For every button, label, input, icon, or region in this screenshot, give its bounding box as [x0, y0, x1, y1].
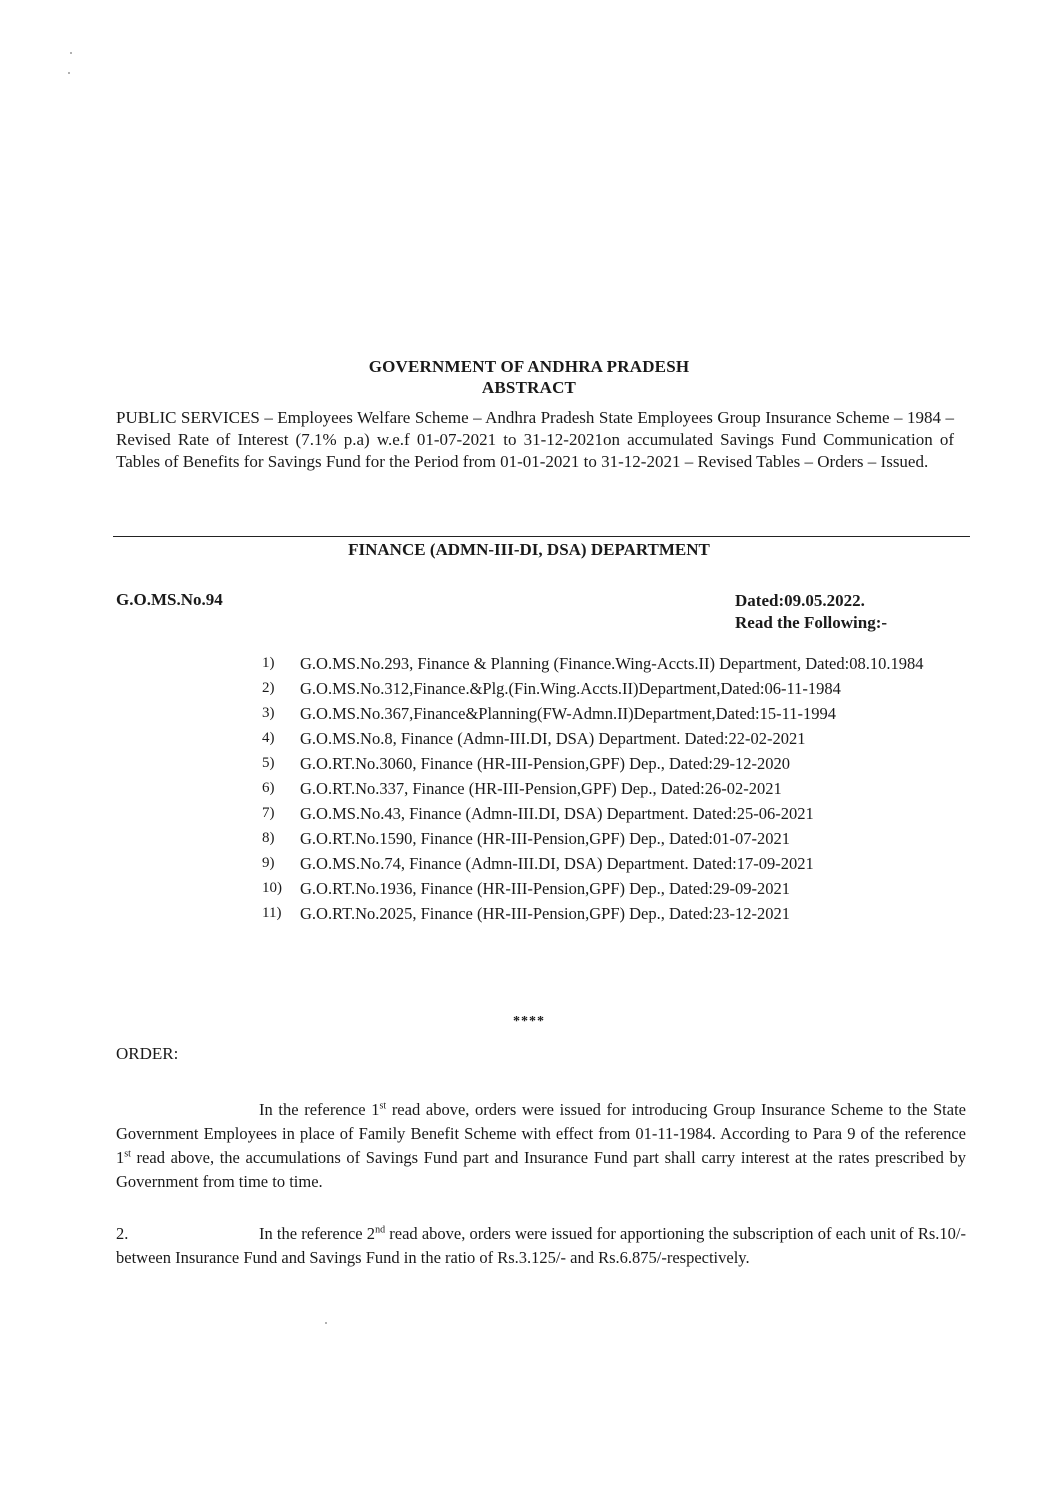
para1-sup-1: st [379, 1100, 387, 1112]
divider-line [113, 536, 970, 537]
reference-number: 7) [262, 805, 275, 821]
para1-text-a: In the reference 1 [259, 1100, 380, 1119]
reference-item [262, 653, 962, 674]
reference-item [262, 803, 962, 824]
reference-number: 6) [262, 780, 275, 796]
abstract-subject: PUBLIC SERVICES – Employees Welfare Scheme – Andhra Pradesh State Employees Group Insurance Scheme – 1984 – Revised Rate of Interest (7.1% p.a) w.e.f 01-07-2021 to 31-12-2021on accumulated Savings Fund Communication of Tables of Benefits for Savings Fund for the Period from 01-01-2021 to 31-12-2021 – Revised Tables – Orders – Issued. [116, 408, 954, 471]
reference-number: 5) [262, 755, 275, 771]
para1-text-c: read above, the accumulations of Savings Fund part and Insurance Fund part shall carry interest at the rates prescribed by Government from time to time. [116, 1148, 966, 1191]
reference-number: 3) [262, 705, 275, 721]
reference-text: G.O.MS.No.43, Finance (Admn-III.DI, DSA) Department. Dated:25-06-2021 [300, 804, 814, 823]
reference-text: G.O.MS.No.8, Finance (Admn-III.DI, DSA) Department. Dated:22-02-2021 [300, 729, 806, 748]
reference-text: G.O.MS.No.74, Finance (Admn-III.DI, DSA) Department. Dated:17-09-2021 [300, 854, 814, 873]
abstract-heading: ABSTRACT [481, 378, 577, 397]
references-list [262, 653, 962, 928]
department-heading: FINANCE (ADMN-III-DI, DSA) DEPARTMENT [348, 540, 710, 559]
reference-item [262, 778, 962, 799]
reference-text: G.O.MS.No.312,Finance.&Plg.(Fin.Wing.Accts.II)Department,Dated:06-11-1984 [300, 679, 841, 698]
go-dated-block [735, 590, 887, 634]
order-label: ORDER: [116, 1044, 179, 1063]
reference-item [262, 728, 962, 749]
para2-sup: nd [375, 1224, 386, 1236]
reference-text: G.O.RT.No.3060, Finance (HR-III-Pension,GPF) Dep., Dated:29-12-2020 [300, 754, 790, 773]
reference-item [262, 753, 962, 774]
reference-number: 8) [262, 830, 275, 846]
para1-text-b: read above, orders were issued for introducing Group Insurance Scheme to the State Government Employees in place of Family Benefit Scheme with effect from 01-11-1984. According to Para 9 of the reference 1 [116, 1100, 966, 1167]
reference-number: 1) [262, 655, 275, 671]
reference-number: 4) [262, 730, 275, 746]
scan-speck [68, 72, 70, 74]
reference-number: 9) [262, 855, 275, 871]
reference-item [262, 703, 962, 724]
reference-number: 10) [262, 880, 282, 896]
scan-speck [70, 52, 72, 54]
order-paragraph-1 [116, 1098, 966, 1194]
go-date: Dated:09.05.2022. [735, 591, 865, 610]
reference-item [262, 878, 962, 899]
reference-item [262, 853, 962, 874]
reference-text: G.O.MS.No.293, Finance & Planning (Finance.Wing-Accts.II) Department, Dated:08.10.1984 [300, 654, 924, 673]
reference-item [262, 678, 962, 699]
reference-item [262, 903, 962, 924]
order-paragraph-2 [116, 1222, 966, 1270]
para2-number: 2. [116, 1224, 129, 1243]
reference-text: G.O.RT.No.1936, Finance (HR-III-Pension,GPF) Dep., Dated:29-09-2021 [300, 879, 790, 898]
reference-number: 11) [262, 905, 282, 921]
reference-item [262, 828, 962, 849]
separator-stars: **** [513, 1014, 545, 1029]
read-following-label: Read the Following:- [735, 613, 888, 632]
reference-text: G.O.RT.No.337, Finance (HR-III-Pension,GPF) Dep., Dated:26-02-2021 [300, 779, 782, 798]
para2-text-a: In the reference 2 [259, 1224, 376, 1243]
scan-speck [325, 1322, 327, 1324]
government-heading: GOVERNMENT OF ANDHRA PRADESH [368, 357, 690, 376]
reference-text: G.O.RT.No.1590, Finance (HR-III-Pension,GPF) Dep., Dated:01-07-2021 [300, 829, 790, 848]
para2-text-b: read above, orders were issued for apportioning the subscription of each unit of Rs.10/- between Insurance Fund and Savings Fund in the ratio of Rs.3.125/- and Rs.6.875/-respectively. [116, 1224, 966, 1267]
reference-number: 2) [262, 680, 275, 696]
para1-sup-2: st [124, 1148, 131, 1160]
reference-text: G.O.MS.No.367,Finance&Planning(FW-Admn.II)Department,Dated:15-11-1994 [300, 704, 837, 723]
reference-text: G.O.RT.No.2025, Finance (HR-III-Pension,GPF) Dep., Dated:23-12-2021 [300, 904, 790, 923]
go-number: G.O.MS.No.94 [116, 590, 223, 609]
